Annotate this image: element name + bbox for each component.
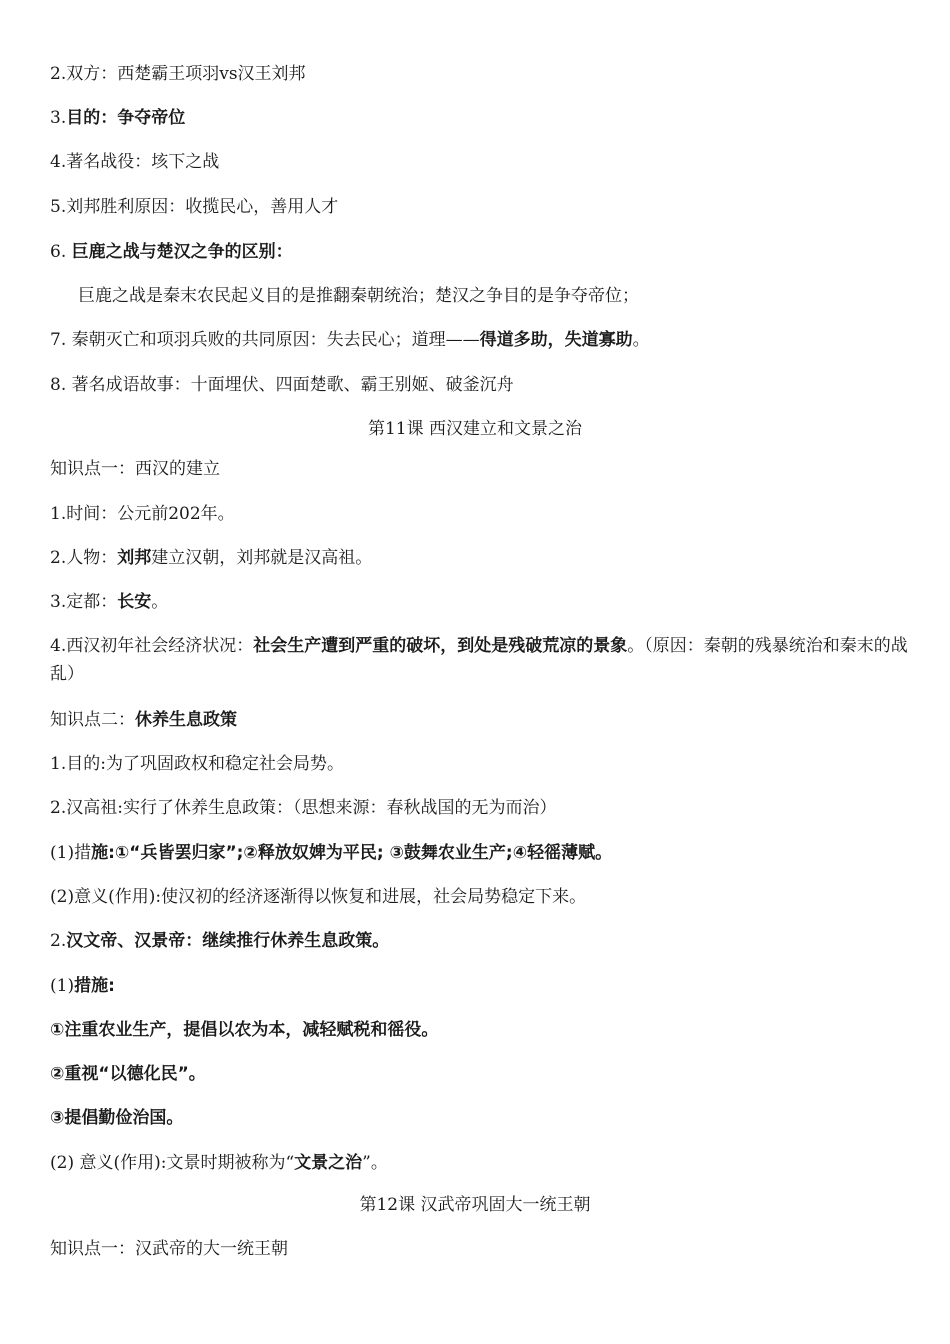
bold-text: 文景之治	[294, 1153, 363, 1173]
bold-text: 刘邦	[117, 548, 152, 568]
line-purpose	[50, 106, 185, 130]
line-gaozu	[50, 796, 556, 820]
text: 2.双方：西楚霸王项羽vs汉王刘邦	[50, 64, 306, 84]
line-goal	[50, 752, 344, 776]
text: 知识点一：汉武帝的大一统王朝	[50, 1239, 288, 1259]
text: 3.	[50, 108, 67, 128]
text: 知识点二：	[50, 710, 135, 730]
bold-text: 措施:	[74, 976, 115, 996]
line-difference-detail	[78, 284, 639, 308]
bold-text: 长安	[117, 592, 152, 612]
text: (1)措	[50, 843, 92, 863]
text: 第11课 西汉建立和文景之治	[367, 419, 583, 439]
lesson-12-title	[0, 1193, 950, 1217]
text: 。	[632, 330, 650, 350]
text: 巨鹿之战是秦末农民起义目的是推翻秦朝统治；楚汉之争目的是争夺帝位；	[78, 286, 639, 306]
text: 1.时间：公元前202年。	[50, 504, 235, 524]
text: 1.目的:为了巩固政权和稳定社会局势。	[50, 754, 344, 774]
text: 2.	[50, 931, 67, 951]
line-time	[50, 502, 235, 526]
text: 知识点一：西汉的建立	[50, 459, 220, 479]
text: 5.刘邦胜利原因：收揽民心，善用人才	[50, 197, 339, 217]
text: (1)	[50, 976, 75, 996]
line-measures-2	[50, 974, 115, 998]
text: 4.西汉初年社会经济状况：	[50, 636, 254, 656]
text: 。（原因：秦朝的残暴统治和秦末的战乱）	[50, 636, 908, 684]
line-battle	[50, 150, 219, 174]
bold-text: 施:①“兵皆罢归家”;②释放奴婢为平民; ③鼓舞农业生产;④轻徭薄赋。	[91, 843, 613, 863]
bold-text: ③提倡勤俭治国。	[50, 1108, 184, 1128]
line-parties	[50, 62, 306, 86]
line-significance-1	[50, 885, 586, 909]
line-measure-item-1	[50, 1018, 438, 1042]
bold-text: ①注重农业生产，提倡以农为本，减轻赋税和徭役。	[50, 1020, 439, 1040]
line-victory-reason	[50, 195, 338, 219]
text: (2) 意义(作用):文景时期被称为“	[50, 1153, 295, 1173]
line-common-cause	[50, 328, 650, 352]
bold-text: ②重视“以德化民”。	[50, 1064, 206, 1084]
line-wen-jing	[50, 929, 389, 953]
knowledge-point-1	[50, 457, 220, 481]
line-significance-2	[50, 1151, 388, 1175]
line-idioms	[50, 373, 514, 397]
text: 4.著名战役：垓下之战	[50, 152, 220, 172]
text: 2.汉高祖:实行了休养生息政策：（思想来源：春秋战国的无为而治）	[50, 798, 557, 818]
line-capital	[50, 590, 168, 614]
knowledge-point-2	[50, 708, 237, 732]
knowledge-point-1-lesson-12	[50, 1237, 288, 1261]
text: 7. 秦朝灭亡和项羽兵败的共同原因：失去民心；道理——	[50, 330, 480, 350]
text: 。	[151, 592, 169, 612]
line-difference-heading	[50, 240, 293, 264]
lesson-11-title	[0, 417, 950, 441]
text: 建立汉朝，刘邦就是汉高祖。	[151, 548, 373, 568]
bold-text: 休养生息政策	[135, 710, 237, 730]
line-economy	[50, 632, 910, 688]
bold-text: 社会生产遭到严重的破坏，到处是残破荒凉的景象	[253, 636, 628, 656]
text: 3.定都：	[50, 592, 118, 612]
bold-text: 目的：争夺帝位	[66, 108, 186, 128]
line-measure-item-3	[50, 1106, 183, 1130]
bold-text: 汉文帝、汉景帝：继续推行休养生息政策。	[66, 931, 390, 951]
text: (2)意义(作用):使汉初的经济逐渐得以恢复和进展，社会局势稳定下来。	[50, 887, 587, 907]
line-person	[50, 546, 372, 570]
line-measures-1	[50, 841, 612, 865]
text: 2.人物：	[50, 548, 118, 568]
line-measure-item-2	[50, 1062, 206, 1086]
text: 6.	[50, 242, 72, 262]
text: 第12课 汉武帝巩固大一统王朝	[359, 1195, 591, 1215]
bold-text: 得道多助，失道寡助	[479, 330, 633, 350]
text: 8. 著名成语故事：十面埋伏、四面楚歌、霸王别姬、破釜沉舟	[50, 375, 514, 395]
text: ”。	[362, 1153, 388, 1173]
bold-text: 巨鹿之战与楚汉之争的区别：	[71, 242, 293, 262]
